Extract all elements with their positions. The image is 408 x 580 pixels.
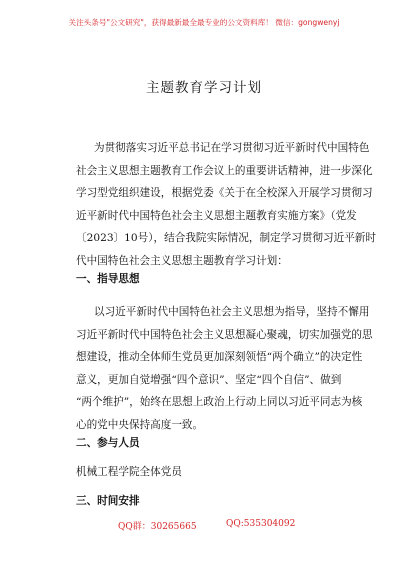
- body-line: 心的党中央保持高度一致。: [76, 418, 204, 431]
- intro-line: 近平新时代中国特色社会主义思想主题教育实施方案》（党发: [76, 209, 357, 222]
- intro-line: 〔2023〕10号），结合我院实际情况，制定学习贯彻习近平新时: [76, 232, 376, 244]
- section-heading-participants: 二、参与人员: [76, 437, 140, 449]
- body-line: “两个维护”，始终在思想上政治上行动上同以习近平同志为核: [76, 396, 363, 408]
- body-line: 意义，更加自觉增强“四个意识”、坚定“四个自信”、做到: [76, 373, 342, 386]
- section-heading-guiding-ideology: 一、指导思想: [76, 273, 140, 285]
- header-promo-note: 关注头条号"公文研究"，获得最新最全最专业的公文资料库！ 微信：gongwenyj: [68, 18, 340, 27]
- body-line: 以习近平新时代中国特色社会主义思想为指导，坚持不懈用: [94, 306, 370, 318]
- footer-qq-group: QQ群：30265665: [118, 522, 197, 532]
- footer-qq: QQ:535304092: [226, 519, 296, 529]
- body-line: 习近平新时代中国特色社会主义思想凝心聚魂，切实加强党的思: [76, 328, 373, 341]
- participants-text: 机械工程学院全体党员: [76, 466, 182, 478]
- intro-line: 社会主义思想主题教育工作会议上的重要讲话精神，进一步深化: [76, 164, 373, 177]
- body-line: 想建设，推动全体师生党员更加深刻领悟“两个确立”的决定性: [76, 351, 363, 363]
- intro-paragraph: [76, 137, 376, 272]
- intro-line: 代中国特色社会主义思想主题教育学习计划：: [76, 254, 288, 267]
- document-title: 主题教育学习计划: [146, 80, 262, 96]
- guiding-ideology-paragraph: [76, 301, 373, 436]
- section-heading-schedule: 三、时间安排: [76, 495, 140, 507]
- intro-line: 为贯彻落实习近平总书记在学习贯彻习近平新时代中国特色: [94, 142, 370, 154]
- intro-line: 学习型党组织建设，根据党委《关于在全校深入开展学习贯彻习: [76, 187, 373, 199]
